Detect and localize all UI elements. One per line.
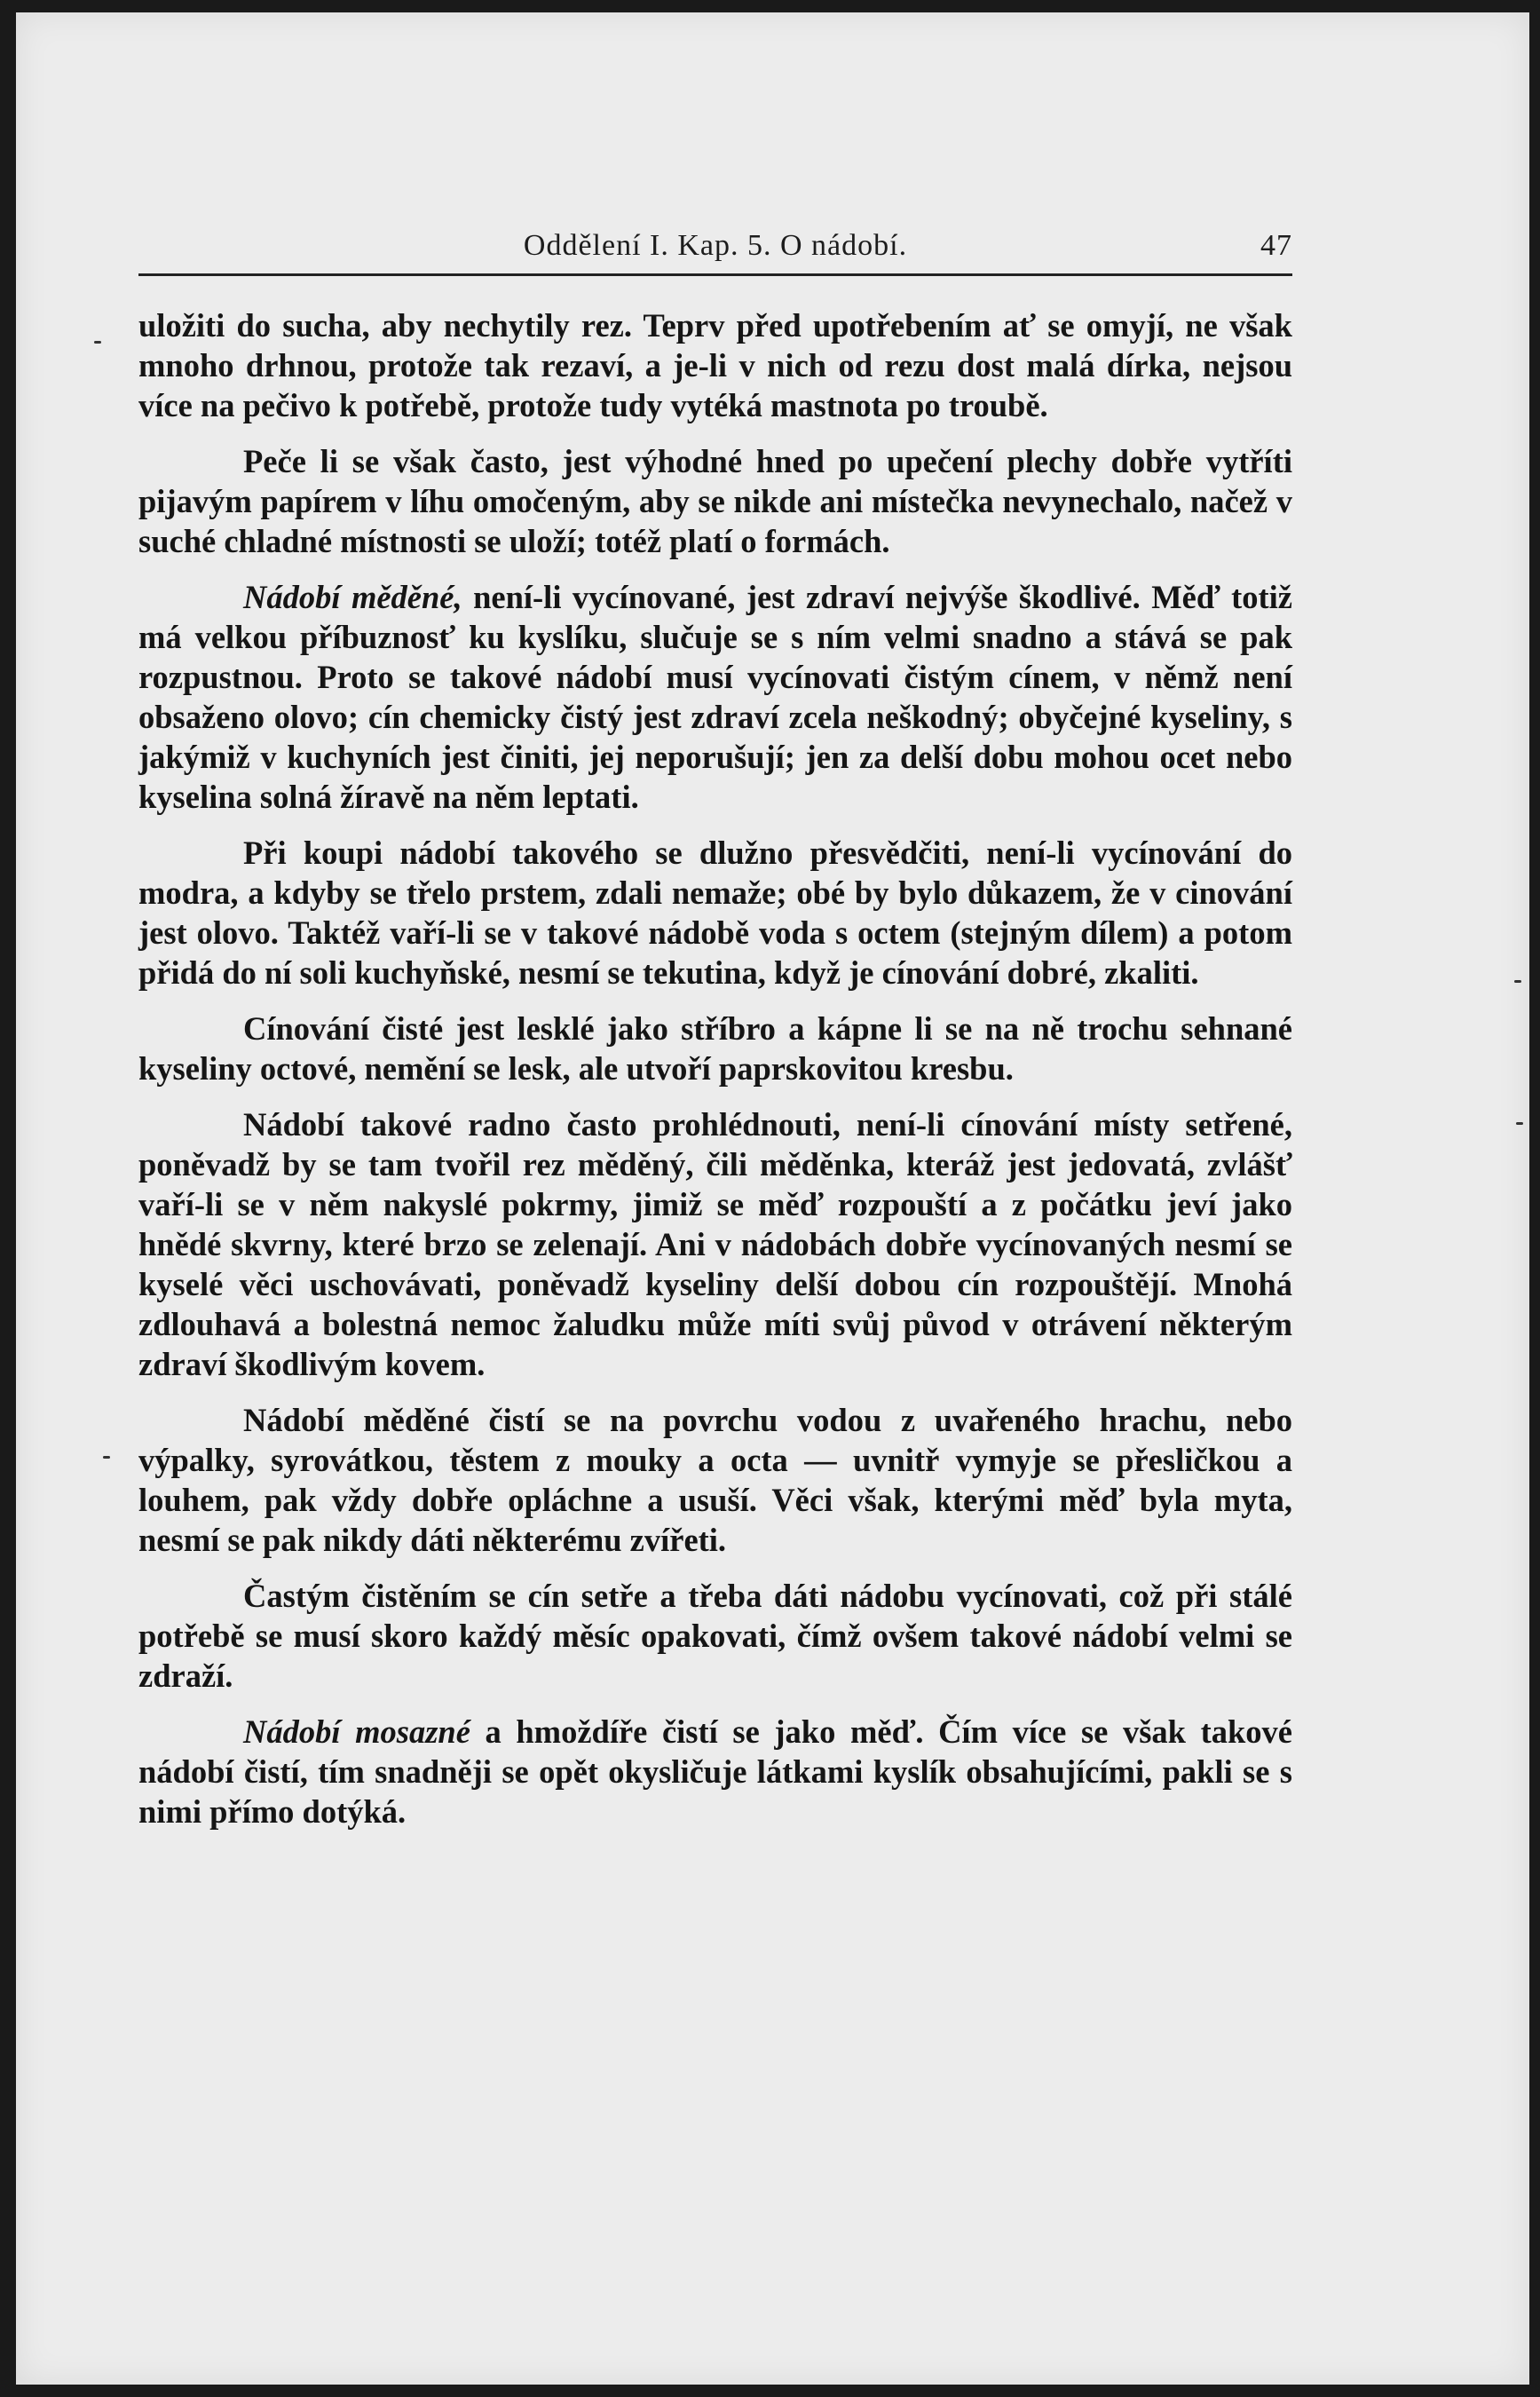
print-speck: [1516, 1122, 1523, 1125]
paragraph-text: Nádobí takové radno často prohlédnouti, není-li cínování místy setřené, poněvadž by se tam tvořil rez měděný, čili měděnka, kteráž jest jedovatá, zvlášť vaří-li se v něm nakyslé pokrmy, jimiž se měď rozpouští a z počátku jeví jako hnědé skvrny, které brzo se zelenají. Ani v nádobách dobře vycínovaných nesmí se kyselé věci uschovávati, poněvadž kyseliny delší dobou cín rozpouštějí. Mnohá zdlouhavá a bolestná nemoc žaludku může míti svůj původ v otrávení některým zdraví škodlivým kovem.: [138, 1106, 1292, 1382]
italic-lead: Nádobí mosazné: [243, 1713, 470, 1750]
print-speck: [103, 1456, 110, 1459]
paragraph-copper: [138, 577, 1292, 817]
paragraph: [138, 1400, 1292, 1560]
print-speck: [1514, 980, 1521, 983]
paragraph-continuation: [138, 305, 1292, 425]
paragraph-text: Peče li se však často, jest výhodné hned po upečení plechy dobře vytříti pijavým papírem v líhu omočeným, aby se nikde ani místečka nevynechalo, načež v suché chladné místnosti se uloží; totéž platí o formách.: [138, 443, 1292, 559]
paragraph-text: Častým čistěním se cín setře a třeba dáti nádobu vycínovati, což při stálé potřebě se musí skoro každý měsíc opakovati, čímž ovšem takové nádobí velmi se zdraží.: [138, 1578, 1292, 1694]
paragraph-text: uložiti do sucha, aby nechytily rez. Teprv před upotřebením ať se omyjí, ne však mnoho drhnou, protože tak rezaví, a je-li v nich od rezu dost malá dírka, nejsou více na pečivo k potřebě, protože tudy vytéká mastnota po troubě.: [138, 307, 1292, 423]
print-speck: [94, 341, 101, 344]
paragraph-text: není-li vycínované, jest zdraví nejvýše škodlivé. Měď totiž má velkou příbuznosť ku kyslíku, slučuje se s ním velmi snadno a stává se pak rozpustnou. Proto se takové nádobí musí vycínovati čistým cínem, v němž není obsaženo olovo; cín chemicky čistý jest zdraví zcela neškodný; obyčejné kyseliny, s jakýmiž v kuchyních jest činiti, jej neporušují; jen za delší dobu mohou ocet nebo kyselina solná žíravě na něm leptati.: [138, 579, 1292, 815]
paragraph-text: Cínování čisté jest lesklé jako stříbro a kápne li se na ně trochu sehnané kyseliny octové, nemění se lesk, ale utvoří paprskovitou kresbu.: [138, 1010, 1292, 1087]
paragraph-brass: [138, 1712, 1292, 1831]
book-page: [16, 12, 1529, 2385]
italic-lead: Nádobí měděné,: [243, 579, 462, 615]
running-header: [138, 224, 1292, 276]
paragraph-text: Nádobí měděné čistí se na povrchu vodou z uvařeného hrachu, nebo výpalky, syrovátkou, těstem z mouky a octa — uvnitř vymyje se přesličkou a louhem, pak vždy dobře opláchne a usuší. Věci však, kterými měď byla myta, nesmí se pak nikdy dáti některému zvířeti.: [138, 1402, 1292, 1558]
paragraph: [138, 441, 1292, 561]
paragraph: [138, 1104, 1292, 1384]
page-number: 47: [1260, 229, 1292, 262]
paragraph: [138, 833, 1292, 993]
paragraph-text: a hmoždíře čistí se jako měď. Čím více se však takové nádobí čistí, tím snadněji se opět okysličuje látkami kyslík obsahujícími, pakli se s nimi přímo dotýká.: [138, 1713, 1292, 1830]
paragraph-text: Při koupi nádobí takového se dlužno přesvědčiti, není-li vycínování do modra, a kdyby se třelo prstem, zdali nemaže; obé by bylo důkazem, že v cinování jest olovo. Taktéž vaří-li se v takové nádobě voda s octem (stejným dílem) a potom přidá do ní soli kuchyňské, nesmí se tekutina, když je cínování dobré, zkaliti.: [138, 835, 1292, 991]
paragraph: [138, 1009, 1292, 1088]
paragraph: [138, 1576, 1292, 1696]
body-text: [138, 305, 1292, 1847]
chapter-title: Oddělení I. Kap. 5. O nádobí.: [523, 229, 908, 262]
